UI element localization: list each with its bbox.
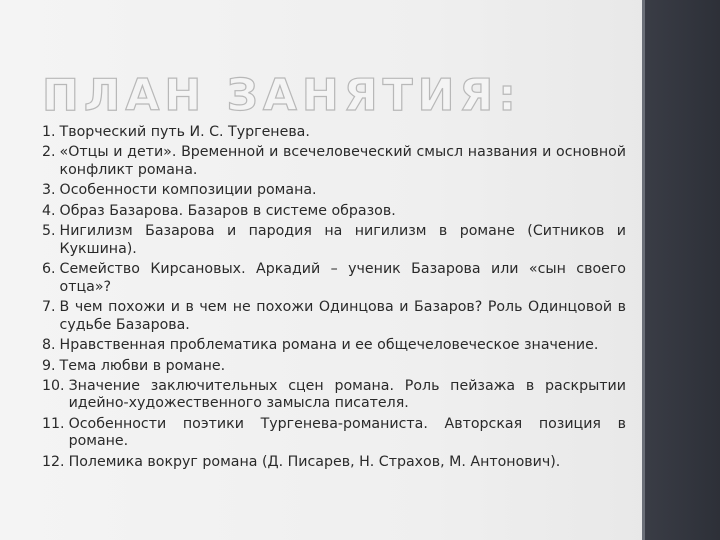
plan-item-number: 2. (42, 144, 56, 161)
slide-title: ПЛАН ЗАНЯТИЯ: (42, 70, 521, 121)
plan-item-text: Семейство Кирсановых. Аркадий – ученик Базарова или «сын своего отца»? (59, 261, 626, 295)
plan-item-text: В чем похожи и в чем не похожи Одинцова и Базаров? Роль Одинцовой в судьбе Базарова. (59, 299, 626, 333)
plan-item (42, 337, 626, 355)
plan-item-number: 12. (42, 453, 65, 470)
plan-item-number: 5. (42, 223, 56, 240)
plan-item-number: 10. (42, 377, 65, 394)
plan-item-number: 3. (42, 182, 56, 199)
plan-item-text: Значение заключительных сцен романа. Роль пейзажа в раскрытии идейно-художественного замысла писателя. (68, 377, 626, 412)
plan-item-number: 6. (42, 261, 56, 278)
plan-item-number: 7. (42, 299, 56, 316)
plan-item-text: Полемика вокруг романа (Д. Писарев, Н. Страхов, М. Антонович). (68, 453, 561, 470)
plan-item-text: Образ Базарова. Базаров в системе образов. (59, 202, 396, 219)
plan-item-number: 9. (42, 357, 56, 374)
right-decorative-bar (642, 0, 720, 540)
plan-item (42, 182, 626, 200)
plan-item (42, 261, 626, 296)
plan-item (42, 223, 626, 258)
plan-item-text: Тема любви в романе. (59, 357, 226, 374)
plan-list (42, 124, 626, 474)
plan-item-text: Особенности композиции романа. (59, 182, 317, 199)
plan-item (42, 299, 626, 334)
plan-item-number: 11. (42, 415, 65, 432)
plan-item (42, 454, 626, 472)
plan-item (42, 378, 626, 413)
plan-item-text: Творческий путь И. С. Тургенева. (59, 124, 310, 140)
plan-item-number: 4. (42, 202, 56, 219)
plan-item (42, 416, 626, 451)
plan-item-text: Нигилизм Базарова и пародия на нигилизм в романе (Ситников и Кукшина). (59, 223, 626, 257)
plan-item-text: Нравственная проблематика романа и ее общечеловеческое значение. (59, 337, 599, 354)
plan-item-number: 8. (42, 337, 56, 354)
plan-item-text: Особенности поэтики Тургенева-романиста. Авторская позиция в романе. (68, 415, 626, 450)
plan-item-number: 1. (42, 124, 56, 140)
plan-item (42, 203, 626, 221)
plan-item (42, 358, 626, 376)
plan-item (42, 144, 626, 179)
plan-item (42, 124, 626, 142)
plan-item-text: «Отцы и дети». Временной и всечеловеческий смысл названия и основной конфликт романа. (59, 144, 626, 178)
